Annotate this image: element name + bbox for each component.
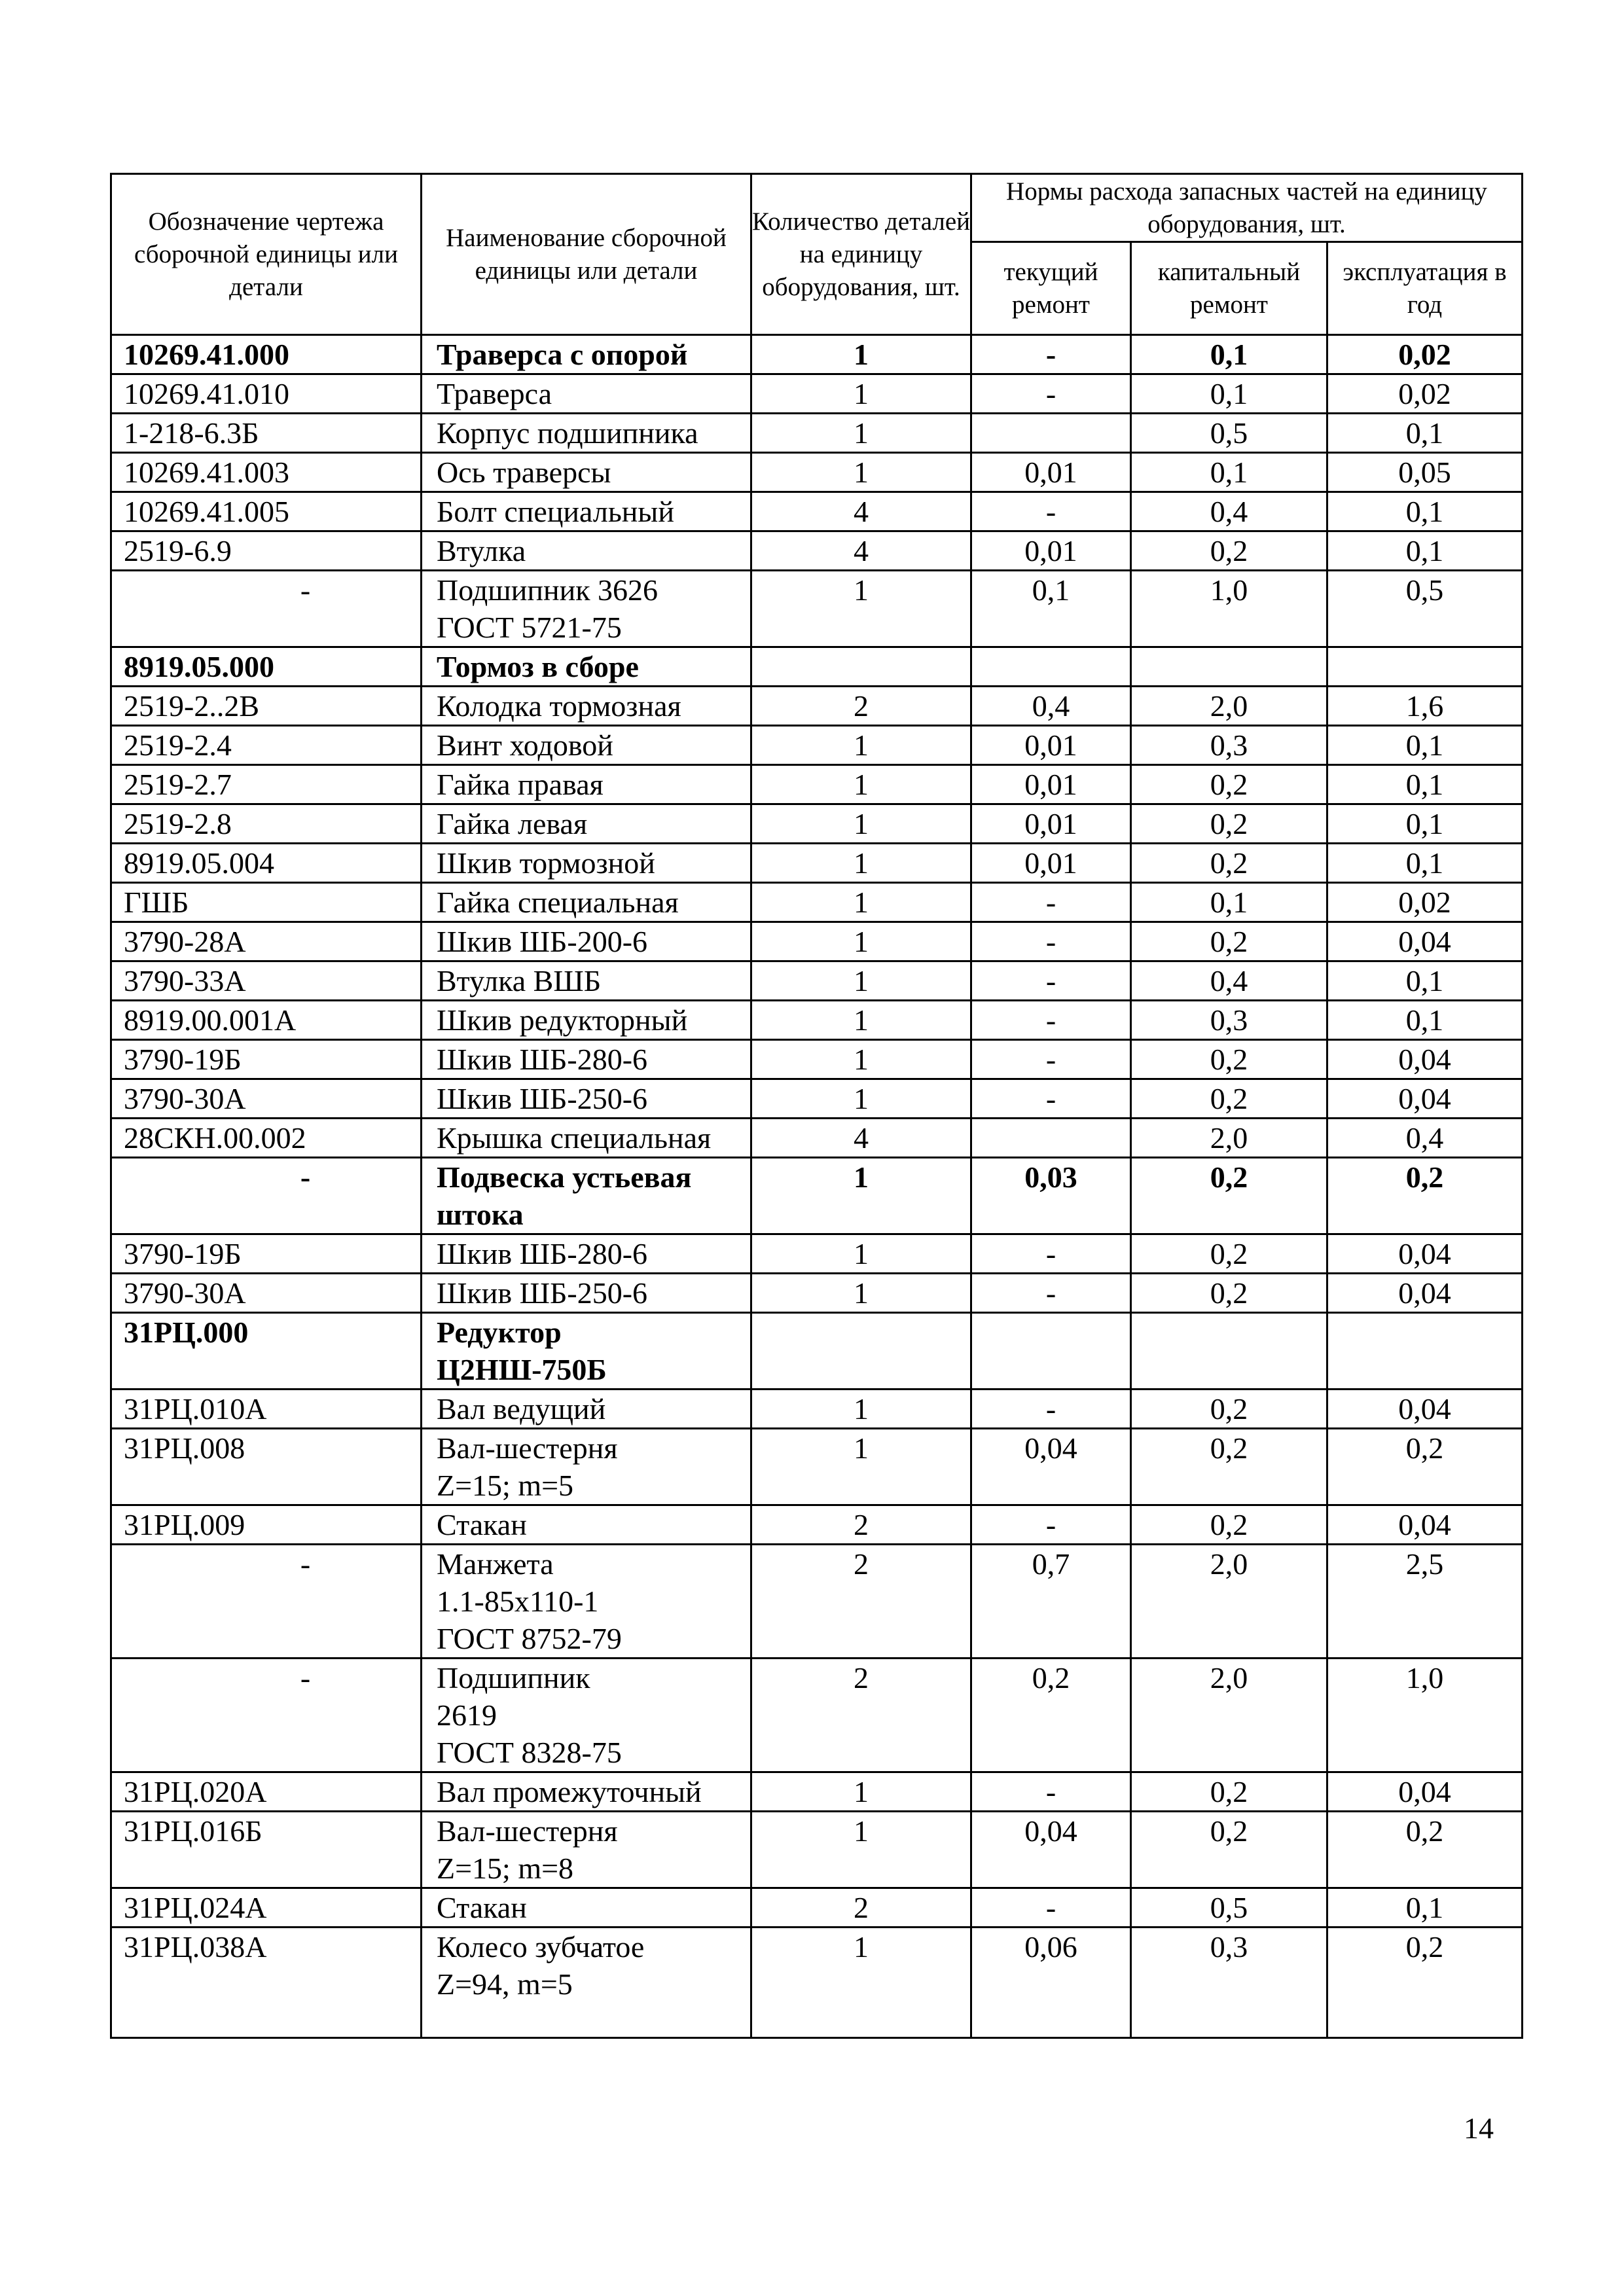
cell-current-repair: -	[971, 961, 1131, 1001]
cell-capital-repair: 0,2	[1131, 844, 1327, 883]
cell-current-repair: -	[971, 1234, 1131, 1274]
cell-capital-repair: 1,0	[1131, 571, 1327, 647]
cell-capital-repair: 0,2	[1131, 1234, 1327, 1274]
cell-quantity: 1	[751, 374, 971, 414]
cell-drawing-code: -	[111, 1158, 422, 1234]
cell-annual-use: 0,1	[1327, 765, 1523, 804]
cell-drawing-code: 3790-30А	[111, 1079, 422, 1119]
cell-current-repair: -	[971, 492, 1131, 531]
cell-drawing-code: 8919.05.000	[111, 647, 422, 687]
table-row	[111, 804, 1523, 844]
cell-capital-repair: 0,2	[1131, 1429, 1327, 1505]
cell-part-name: Шкив тормозной	[422, 844, 751, 883]
cell-annual-use: 0,1	[1327, 531, 1523, 571]
cell-annual-use: 0,1	[1327, 492, 1523, 531]
cell-quantity: 1	[751, 922, 971, 961]
cell-current-repair: 0,01	[971, 453, 1131, 492]
cell-quantity: 1	[751, 1812, 971, 1888]
cell-capital-repair: 0,4	[1131, 961, 1327, 1001]
table-row	[111, 961, 1523, 1001]
cell-part-name: Шкив редукторный	[422, 1001, 751, 1040]
cell-current-repair: -	[971, 374, 1131, 414]
cell-part-name: Винт ходовой	[422, 726, 751, 765]
cell-quantity: 1	[751, 1001, 971, 1040]
cell-part-name: Гайка специальная	[422, 883, 751, 922]
cell-quantity: 1	[751, 961, 971, 1001]
cell-current-repair	[971, 1119, 1131, 1158]
cell-part-name: Вал промежуточный	[422, 1772, 751, 1812]
cell-annual-use: 0,04	[1327, 1772, 1523, 1812]
header-name: Наименование сборочной единицы или детали	[422, 174, 751, 335]
cell-current-repair: 0,04	[971, 1812, 1131, 1888]
cell-current-repair: 0,01	[971, 844, 1131, 883]
cell-annual-use: 0,1	[1327, 1888, 1523, 1928]
table-row	[111, 414, 1523, 453]
cell-capital-repair: 0,2	[1131, 922, 1327, 961]
header-annual-use: эксплуатация в год	[1327, 242, 1523, 335]
cell-quantity: 1	[751, 1390, 971, 1429]
cell-drawing-code: 3790-19Б	[111, 1234, 422, 1274]
cell-drawing-code: 3790-33А	[111, 961, 422, 1001]
cell-capital-repair: 0,1	[1131, 453, 1327, 492]
cell-drawing-code: 28СКН.00.002	[111, 1119, 422, 1158]
cell-capital-repair: 0,1	[1131, 883, 1327, 922]
cell-current-repair: 0,03	[971, 1158, 1131, 1234]
cell-drawing-code: -	[111, 571, 422, 647]
cell-capital-repair: 0,3	[1131, 1928, 1327, 2038]
table-row	[111, 687, 1523, 726]
cell-quantity: 2	[751, 1888, 971, 1928]
cell-current-repair: 0,01	[971, 804, 1131, 844]
table-row	[111, 647, 1523, 687]
cell-current-repair	[971, 1313, 1131, 1390]
cell-part-name: Траверса	[422, 374, 751, 414]
cell-drawing-code: 8919.05.004	[111, 844, 422, 883]
cell-current-repair: 0,4	[971, 687, 1131, 726]
cell-quantity: 1	[751, 1040, 971, 1079]
cell-part-name: Вал ведущий	[422, 1390, 751, 1429]
cell-drawing-code: 10269.41.010	[111, 374, 422, 414]
cell-capital-repair: 0,2	[1131, 531, 1327, 571]
cell-drawing-code: 3790-30А	[111, 1274, 422, 1313]
cell-current-repair: 0,7	[971, 1545, 1131, 1659]
cell-quantity: 1	[751, 844, 971, 883]
table-row	[111, 1001, 1523, 1040]
cell-annual-use: 0,1	[1327, 844, 1523, 883]
cell-current-repair: 0,06	[971, 1928, 1131, 2038]
cell-annual-use: 0,04	[1327, 1274, 1523, 1313]
cell-drawing-code: 3790-19Б	[111, 1040, 422, 1079]
cell-capital-repair: 0,3	[1131, 726, 1327, 765]
cell-annual-use: 0,2	[1327, 1158, 1523, 1234]
cell-quantity: 2	[751, 1545, 971, 1659]
cell-annual-use	[1327, 1313, 1523, 1390]
cell-quantity	[751, 647, 971, 687]
cell-part-name: Подшипник 3626 ГОСТ 5721-75	[422, 571, 751, 647]
cell-annual-use	[1327, 647, 1523, 687]
cell-part-name: Шкив ШБ-280-6	[422, 1040, 751, 1079]
cell-part-name: Шкив ШБ-250-6	[422, 1079, 751, 1119]
cell-quantity: 2	[751, 687, 971, 726]
table-row	[111, 1928, 1523, 2038]
cell-quantity: 1	[751, 335, 971, 374]
table-row	[111, 453, 1523, 492]
cell-annual-use: 0,1	[1327, 1001, 1523, 1040]
cell-drawing-code: 2519-2..2В	[111, 687, 422, 726]
cell-drawing-code: 31РЦ.038А	[111, 1928, 422, 2038]
cell-current-repair: 0,01	[971, 726, 1131, 765]
cell-part-name: Манжета 1.1-85х110-1 ГОСТ 8752-79	[422, 1545, 751, 1659]
cell-annual-use: 0,02	[1327, 883, 1523, 922]
cell-quantity: 4	[751, 531, 971, 571]
table-row	[111, 1505, 1523, 1545]
cell-capital-repair: 2,0	[1131, 1545, 1327, 1659]
cell-annual-use: 0,5	[1327, 571, 1523, 647]
cell-capital-repair: 0,1	[1131, 374, 1327, 414]
cell-drawing-code: -	[111, 1659, 422, 1772]
table-row	[111, 1888, 1523, 1928]
table-row	[111, 1119, 1523, 1158]
table-row	[111, 1234, 1523, 1274]
cell-current-repair: 0,01	[971, 531, 1131, 571]
cell-part-name: Тормоз в сборе	[422, 647, 751, 687]
table-header	[111, 174, 1523, 335]
cell-drawing-code: 2519-2.8	[111, 804, 422, 844]
cell-capital-repair: 2,0	[1131, 1659, 1327, 1772]
header-current-repair: текущий ремонт	[971, 242, 1131, 335]
cell-drawing-code: 2519-2.4	[111, 726, 422, 765]
cell-drawing-code: 2519-2.7	[111, 765, 422, 804]
cell-annual-use: 0,04	[1327, 1079, 1523, 1119]
cell-part-name: Редуктор Ц2НШ-750Б	[422, 1313, 751, 1390]
cell-part-name: Гайка левая	[422, 804, 751, 844]
cell-annual-use: 0,02	[1327, 374, 1523, 414]
cell-drawing-code: 3790-28А	[111, 922, 422, 961]
cell-current-repair	[971, 414, 1131, 453]
cell-annual-use: 0,4	[1327, 1119, 1523, 1158]
cell-annual-use: 0,02	[1327, 335, 1523, 374]
cell-capital-repair: 0,3	[1131, 1001, 1327, 1040]
table-row	[111, 335, 1523, 374]
cell-capital-repair	[1131, 1313, 1327, 1390]
cell-drawing-code: 31РЦ.000	[111, 1313, 422, 1390]
cell-current-repair: -	[971, 883, 1131, 922]
cell-capital-repair: 0,2	[1131, 765, 1327, 804]
cell-current-repair: -	[971, 1888, 1131, 1928]
cell-part-name: Болт специальный	[422, 492, 751, 531]
spare-parts-table	[110, 173, 1523, 2039]
cell-annual-use: 1,6	[1327, 687, 1523, 726]
table-row	[111, 1659, 1523, 1772]
cell-current-repair: 0,01	[971, 765, 1131, 804]
cell-current-repair: -	[971, 1390, 1131, 1429]
cell-part-name: Ось траверсы	[422, 453, 751, 492]
table-row	[111, 726, 1523, 765]
cell-quantity: 1	[751, 1772, 971, 1812]
cell-capital-repair: 2,0	[1131, 687, 1327, 726]
table-row	[111, 1772, 1523, 1812]
cell-drawing-code: 31РЦ.008	[111, 1429, 422, 1505]
cell-part-name: Шкив ШБ-280-6	[422, 1234, 751, 1274]
header-norms: Нормы расхода запасных частей на единицу оборудования, шт.	[971, 174, 1523, 242]
header-drawing: Обозначение чертежа сборочной единицы или детали	[111, 174, 422, 335]
cell-part-name: Траверса с опорой	[422, 335, 751, 374]
cell-capital-repair: 0,2	[1131, 1505, 1327, 1545]
cell-drawing-code: 31РЦ.024А	[111, 1888, 422, 1928]
table-row	[111, 1079, 1523, 1119]
cell-current-repair: 0,1	[971, 571, 1131, 647]
cell-annual-use: 0,04	[1327, 1390, 1523, 1429]
cell-part-name: Крышка специальная	[422, 1119, 751, 1158]
cell-current-repair: -	[971, 335, 1131, 374]
cell-drawing-code: 10269.41.000	[111, 335, 422, 374]
table-row	[111, 531, 1523, 571]
cell-annual-use: 0,1	[1327, 961, 1523, 1001]
cell-capital-repair: 0,2	[1131, 1158, 1327, 1234]
cell-part-name: Корпус подшипника	[422, 414, 751, 453]
cell-capital-repair: 0,5	[1131, 414, 1327, 453]
cell-current-repair	[971, 647, 1131, 687]
cell-annual-use: 0,2	[1327, 1429, 1523, 1505]
table-row	[111, 1390, 1523, 1429]
cell-part-name: Шкив ШБ-250-6	[422, 1274, 751, 1313]
cell-current-repair: -	[971, 1772, 1131, 1812]
cell-quantity: 4	[751, 1119, 971, 1158]
table-row	[111, 1274, 1523, 1313]
cell-annual-use: 0,04	[1327, 1234, 1523, 1274]
cell-quantity: 2	[751, 1505, 971, 1545]
table-row	[111, 844, 1523, 883]
cell-drawing-code: 31РЦ.016Б	[111, 1812, 422, 1888]
cell-capital-repair: 0,2	[1131, 804, 1327, 844]
page-number: 14	[1464, 2111, 1494, 2145]
cell-quantity: 1	[751, 453, 971, 492]
cell-quantity: 1	[751, 726, 971, 765]
cell-part-name: Подвеска устьевая штока	[422, 1158, 751, 1234]
table-row	[111, 1040, 1523, 1079]
header-quantity: Количество деталей на единицу оборудования, шт.	[751, 174, 971, 335]
cell-capital-repair	[1131, 647, 1327, 687]
cell-capital-repair: 0,2	[1131, 1079, 1327, 1119]
cell-part-name: Гайка правая	[422, 765, 751, 804]
cell-drawing-code: ГШБ	[111, 883, 422, 922]
cell-annual-use: 2,5	[1327, 1545, 1523, 1659]
table-row	[111, 883, 1523, 922]
cell-drawing-code: 31РЦ.010А	[111, 1390, 422, 1429]
cell-quantity: 1	[751, 804, 971, 844]
cell-annual-use: 0,1	[1327, 726, 1523, 765]
cell-part-name: Шкив ШБ-200-6	[422, 922, 751, 961]
cell-part-name: Колесо зубчатое Z=94, m=5	[422, 1928, 751, 2038]
cell-annual-use: 0,04	[1327, 1505, 1523, 1545]
cell-drawing-code: 31РЦ.009	[111, 1505, 422, 1545]
cell-part-name: Втулка	[422, 531, 751, 571]
cell-quantity: 1	[751, 883, 971, 922]
table-row	[111, 1429, 1523, 1505]
cell-capital-repair: 0,2	[1131, 1812, 1327, 1888]
cell-quantity: 2	[751, 1659, 971, 1772]
cell-capital-repair: 0,2	[1131, 1390, 1327, 1429]
cell-capital-repair: 0,2	[1131, 1040, 1327, 1079]
cell-quantity: 4	[751, 492, 971, 531]
cell-capital-repair: 0,5	[1131, 1888, 1327, 1928]
cell-quantity: 1	[751, 765, 971, 804]
table-row	[111, 765, 1523, 804]
cell-part-name: Вал-шестерня Z=15; m=8	[422, 1812, 751, 1888]
cell-annual-use: 0,2	[1327, 1812, 1523, 1888]
cell-annual-use: 0,04	[1327, 1040, 1523, 1079]
cell-part-name: Стакан	[422, 1888, 751, 1928]
cell-drawing-code: 8919.00.001А	[111, 1001, 422, 1040]
table-row	[111, 1313, 1523, 1390]
cell-quantity	[751, 1313, 971, 1390]
cell-quantity: 1	[751, 1928, 971, 2038]
cell-drawing-code: 2519-6.9	[111, 531, 422, 571]
cell-drawing-code: 10269.41.005	[111, 492, 422, 531]
cell-current-repair: 0,04	[971, 1429, 1131, 1505]
cell-quantity: 1	[751, 571, 971, 647]
cell-current-repair: -	[971, 1079, 1131, 1119]
cell-quantity: 1	[751, 414, 971, 453]
table-row	[111, 1545, 1523, 1659]
cell-drawing-code: 31РЦ.020А	[111, 1772, 422, 1812]
header-capital-repair: капитальный ремонт	[1131, 242, 1327, 335]
cell-capital-repair: 0,2	[1131, 1274, 1327, 1313]
cell-drawing-code: 1-218-6.3Б	[111, 414, 422, 453]
cell-part-name: Втулка ВШБ	[422, 961, 751, 1001]
table-body	[111, 335, 1523, 2038]
table-row	[111, 374, 1523, 414]
cell-quantity: 1	[751, 1234, 971, 1274]
cell-drawing-code: -	[111, 1545, 422, 1659]
cell-current-repair: -	[971, 1505, 1131, 1545]
cell-quantity: 1	[751, 1079, 971, 1119]
table-row	[111, 571, 1523, 647]
cell-current-repair: -	[971, 1040, 1131, 1079]
cell-capital-repair: 2,0	[1131, 1119, 1327, 1158]
cell-annual-use: 0,2	[1327, 1928, 1523, 2038]
cell-quantity: 1	[751, 1429, 971, 1505]
cell-capital-repair: 0,1	[1131, 335, 1327, 374]
cell-annual-use: 0,05	[1327, 453, 1523, 492]
table-row	[111, 922, 1523, 961]
cell-quantity: 1	[751, 1274, 971, 1313]
cell-capital-repair: 0,4	[1131, 492, 1327, 531]
cell-part-name: Колодка тормозная	[422, 687, 751, 726]
cell-current-repair: 0,2	[971, 1659, 1131, 1772]
table-row	[111, 1158, 1523, 1234]
cell-drawing-code: 10269.41.003	[111, 453, 422, 492]
cell-quantity: 1	[751, 1158, 971, 1234]
cell-current-repair: -	[971, 922, 1131, 961]
cell-capital-repair: 0,2	[1131, 1772, 1327, 1812]
cell-current-repair: -	[971, 1001, 1131, 1040]
cell-current-repair: -	[971, 1274, 1131, 1313]
cell-annual-use: 0,04	[1327, 922, 1523, 961]
cell-annual-use: 1,0	[1327, 1659, 1523, 1772]
cell-part-name: Вал-шестерня Z=15; m=5	[422, 1429, 751, 1505]
cell-annual-use: 0,1	[1327, 414, 1523, 453]
cell-annual-use: 0,1	[1327, 804, 1523, 844]
table-row	[111, 1812, 1523, 1888]
cell-part-name: Стакан	[422, 1505, 751, 1545]
table-row	[111, 492, 1523, 531]
cell-part-name: Подшипник 2619 ГОСТ 8328-75	[422, 1659, 751, 1772]
